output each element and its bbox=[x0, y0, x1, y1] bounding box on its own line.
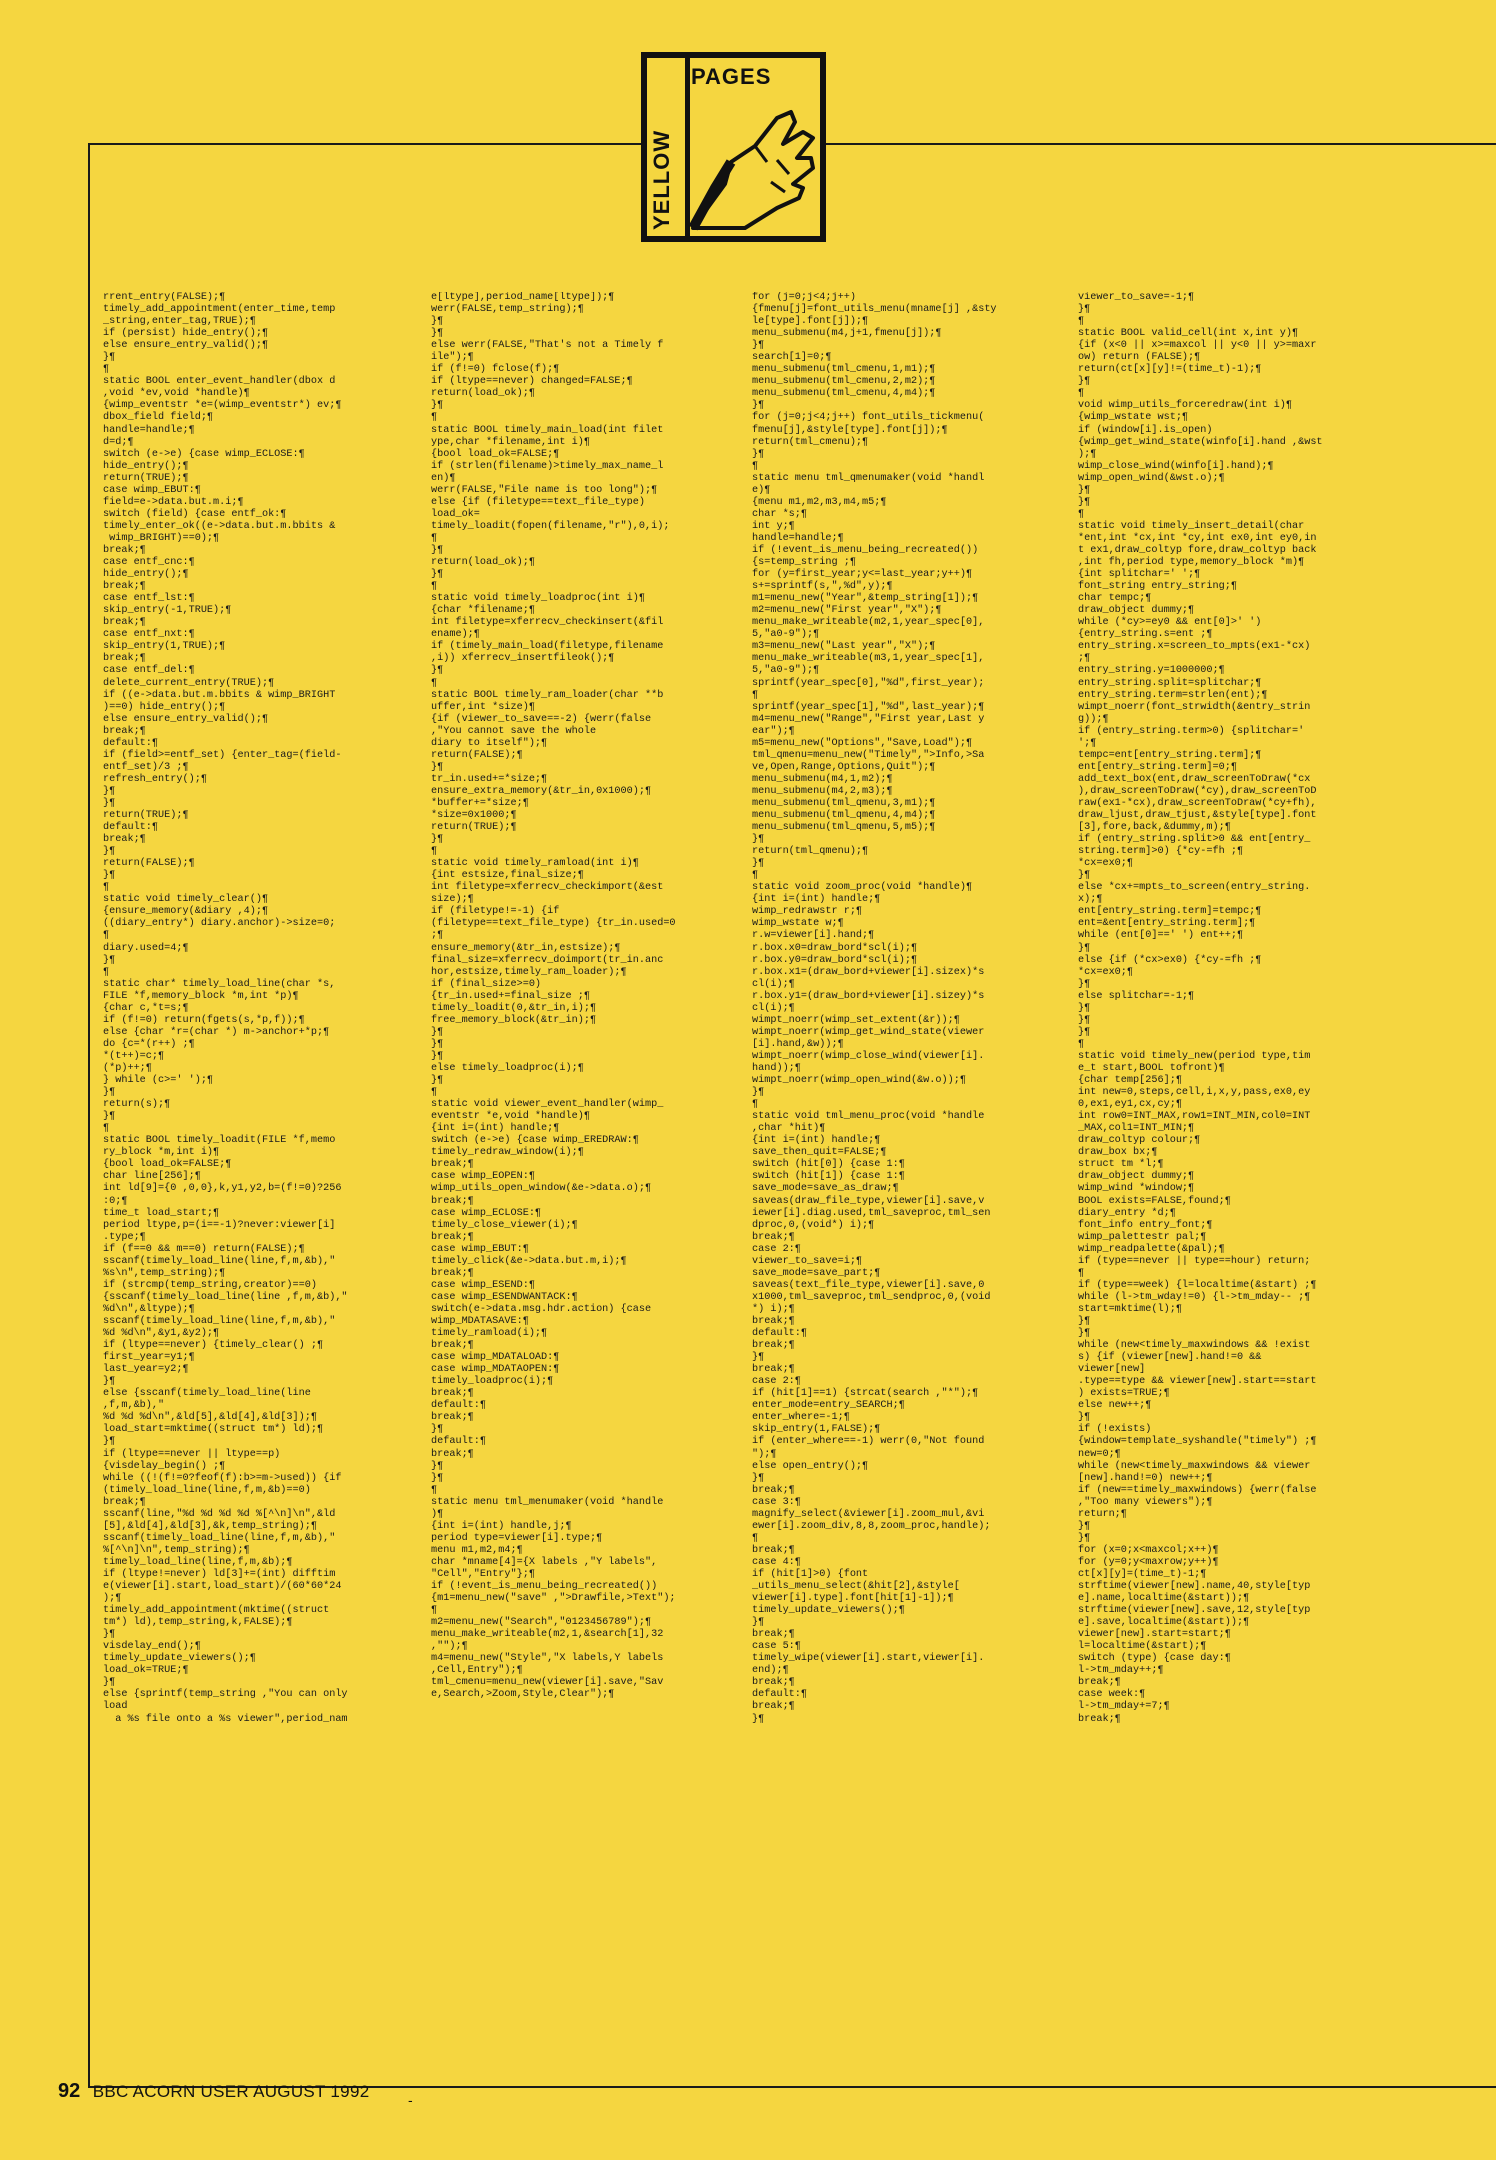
code-column-4: viewer_to_save=-1;¶ }¶ ¶ static BOOL valid_cell(int x,int y)¶ {if (x<0 || x>=maxcol || y<0 || y>=maxr ow) return (FALSE);¶ return(ct[x][y]!=(time_t)-1);¶ }¶ ¶ void wimp_utils_forceredraw(int i)¶ {wimp_wstate wst;¶ if (window[i].is_open) {wimp_get_wind_state(winfo[i].hand ,&wst );¶ wimp_close_wind(winfo[i].hand);¶ wimp_open_wind(&wst.o);¶ }¶ }¶ ¶ static void timely_insert_detail(char *ent,int *cx,int *cy,int ex0,int ey0,in t ex1,draw_coltyp fore,draw_coltyp back ,int fh,period type,memory_block *m)¶ {int splitchar=' ';¶ font_string entry_string;¶ char tempc;¶ draw_object dummy;¶ while (*cy>=ey0 && ent[0]>' ') {entry_string.s=ent ;¶ entry_string.x=screen_to_mpts(ex1-*cx) ;¶ entry_string.y=1000000;¶ entry_string.split=splitchar;¶ entry_string.term=strlen(ent);¶ wimpt_noerr(font_strwidth(&entry_strin g));¶ if (entry_string.term>0) {splitchar=' ';¶ tempc=ent[entry_string.term];¶ ent[entry_string.term]=0;¶ add_text_box(ent,draw_screenToDraw(*cx ),draw_screenToDraw(*cy),draw_screenToD raw(ex1-*cx),draw_screenToDraw(*cy+fh), draw_ljust,draw_tjust,&style[type].font [3],fore,back,&dummy,m);¶ if (entry_string.split>0 && ent[entry_ string.term]>0) {*cy-=fh ;¶ *cx=ex0;¶ }¶ else *cx+=mpts_to_screen(entry_string. x);¶ ent[entry_string.term]=tempc;¶ ent=&ent[entry_string.term];¶ while (ent[0]==' ') ent++;¶ }¶ else {if (*cx>ex0) {*cy-=fh ;¶ *cx=ex0;¶ }¶ else splitchar=-1;¶ }¶ }¶ }¶ ¶ static void timely_new(period type,tim e_t start,BOOL tofront)¶ {char temp[256];¶ int new=0,steps,cell,i,x,y,pass,ex0,ey 0,ex1,ey1,cx,cy;¶ int row0=INT_MAX,row1=INT_MIN,col0=INT _MAX,col1=INT_MIN;¶ draw_coltyp colour;¶ draw_box bx;¶ struct tm *l;¶ draw_object dummy;¶ wimp_wind *window;¶ BOOL exists=FALSE,found;¶ diary_entry *d;¶ font_info entry_font;¶ wimp_palettestr pal;¶ wimp_readpalette(&pal);¶ if (type==never || type==hour) return; ¶ if (type==week) {l=localtime(&start) ;¶ while (l->tm_wday!=0) {l->tm_mday-- ;¶ start=mktime(l);¶ }¶ }¶ while (new<timely_maxwindows && !exist s) {if (viewer[new].hand!=0 && viewer[new] .type==type && viewer[new].start==start ) exists=TRUE;¶ else new++;¶ }¶ if (!exists) {window=template_syshandle("timely") ;¶ new=0;¶ while (new<timely_maxwindows && viewer [new].hand!=0) new++;¶ if (new==timely_maxwindows) {werr(false ,"Too many viewers");¶ return;¶ }¶ }¶ for (x=0;x<maxcol;x++)¶ for (y=0;y<maxrow;y++)¶ ct[x][y]=(time_t)-1;¶ strftime(viewer[new].name,40,style[typ e].name,localtime(&start));¶ strftime(viewer[new].save,12,style[typ e].save,localtime(&start));¶ viewer[new].start=start;¶ l=localtime(&start);¶ switch (type) {case day:¶ l->tm_mday++;¶ break;¶ case week:¶ l->tm_mday+=7;¶ break;¶ bbox=[1078, 292, 1323, 1725]
left-rule bbox=[88, 143, 90, 2088]
footer-mark: - bbox=[408, 2092, 413, 2108]
pointing-hand-icon bbox=[685, 88, 820, 236]
page-number: 92 bbox=[58, 2080, 81, 2102]
code-column-3: for (j=0;j<4;j++) {fmenu[j]=font_utils_menu(mname[j] ,&sty le[type].font[j]);¶ menu_submenu(m4,j+1,fmenu[j]);¶ }¶ search[1]=0;¶ menu_submenu(tml_cmenu,1,m1);¶ menu_submenu(tml_cmenu,2,m2);¶ menu_submenu(tml_cmenu,4,m4);¶ }¶ for (j=0;j<4;j++) font_utils_tickmenu( fmenu[j],&style[type].font[j]);¶ return(tml_cmenu);¶ }¶ ¶ static menu tml_qmenumaker(void *handl e)¶ {menu m1,m2,m3,m4,m5;¶ char *s;¶ int y;¶ handle=handle;¶ if (!event_is_menu_being_recreated()) {s=temp_string ;¶ for (y=first_year;y<=last_year;y++)¶ s+=sprintf(s,",%d",y);¶ m1=menu_new("Year",&temp_string[1]);¶ m2=menu_new("First year","X");¶ menu_make_writeable(m2,1,year_spec[0], 5,"a0-9");¶ m3=menu_new("Last year","X");¶ menu_make_writeable(m3,1,year_spec[1], 5,"a0-9");¶ sprintf(year_spec[0],"%d",first_year); ¶ sprintf(year_spec[1],"%d",last_year);¶ m4=menu_new("Range","First year,Last y ear");¶ m5=menu_new("Options","Save,Load");¶ tml_qmenu=menu_new("Timely",">Info,>Sa ve,Open,Range,Options,Quit");¶ menu_submenu(m4,1,m2);¶ menu_submenu(m4,2,m3);¶ menu_submenu(tml_qmenu,3,m1);¶ menu_submenu(tml_qmenu,4,m4);¶ menu_submenu(tml_qmenu,5,m5);¶ }¶ return(tml_qmenu);¶ }¶ ¶ static void zoom_proc(void *handle)¶ {int i=(int) handle;¶ wimp_redrawstr r;¶ wimp_wstate w;¶ r.w=viewer[i].hand;¶ r.box.x0=draw_bord*scl(i);¶ r.box.y0=draw_bord*scl(i);¶ r.box.x1=(draw_bord+viewer[i].sizex)*s cl(i);¶ r.box.y1=(draw_bord+viewer[i].sizey)*s cl(i);¶ wimpt_noerr(wimp_set_extent(&r));¶ wimpt_noerr(wimp_get_wind_state(viewer [i].hand,&w));¶ wimpt_noerr(wimp_close_wind(viewer[i]. hand));¶ wimpt_noerr(wimp_open_wind(&w.o));¶ }¶ ¶ static void tml_menu_proc(void *handle ,char *hit)¶ {int i=(int) handle;¶ save_then_quit=FALSE;¶ switch (hit[0]) {case 1:¶ switch (hit[1]) {case 1:¶ save_mode=save_as_draw;¶ saveas(draw_file_type,viewer[i].save,v iewer[i].diag.used,tml_saveproc,tml_sen dproc,0,(void*) i);¶ break;¶ case 2:¶ viewer_to_save=i;¶ save_mode=save_part;¶ saveas(text_file_type,viewer[i].save,0 x1000,tml_saveproc,tml_sendproc,0,(void *) i);¶ break;¶ default:¶ break;¶ }¶ break;¶ case 2:¶ if (hit[1]==1) {strcat(search ,"*");¶ enter_mode=entry_SEARCH;¶ enter_where=-1;¶ skip_entry(1,FALSE);¶ if (enter_where==-1) werr(0,"Not found ");¶ else open_entry();¶ }¶ break;¶ case 3:¶ magnify_select(&viewer[i].zoom_mul,&vi ewer[i].zoom_div,8,8,zoom_proc,handle); ¶ break;¶ case 4:¶ if (hit[1]>0) {font _utils_menu_select(&hit[2],&style[ viewer[i].type].font[hit[1]-1]);¶ timely_update_viewers();¶ }¶ break;¶ case 5:¶ timely_wipe(viewer[i].start,viewer[i]. end);¶ break;¶ default:¶ break;¶ }¶ bbox=[752, 292, 997, 1725]
page-footer bbox=[58, 2080, 369, 2103]
magazine-issue: BBC ACORN USER AUGUST 1992 bbox=[92, 2082, 370, 2101]
code-column-2: e[ltype],period_name[ltype]);¶ werr(FALSE,temp_string);¶ }¶ }¶ else werr(FALSE,"That's not a Timely f ile");¶ if (f!=0) fclose(f);¶ if (ltype==never) changed=FALSE;¶ return(load_ok);¶ }¶ ¶ static BOOL timely_main_load(int filet ype,char *filename,int i)¶ {bool load_ok=FALSE;¶ if (strlen(filename)>timely_max_name_l en)¶ werr(FALSE,"File name is too long");¶ else {if (filetype==text_file_type) load_ok= timely_loadit(fopen(filename,"r"),0,i); ¶ }¶ return(load_ok);¶ }¶ ¶ static void timely_loadproc(int i)¶ {char *filename;¶ int filetype=xferrecv_checkinsert(&fil ename);¶ if (timely_main_load(filetype,filename ,i)) xferrecv_insertfileok();¶ }¶ ¶ static BOOL timely_ram_loader(char **b uffer,int *size)¶ {if (viewer_to_save==-2) {werr(false ,"You cannot save the whole diary to itself");¶ return(FALSE);¶ }¶ tr_in.used+=*size;¶ ensure_extra_memory(&tr_in,0x1000);¶ *buffer+=*size;¶ *size=0x1000;¶ return(TRUE);¶ }¶ ¶ static void timely_ramload(int i)¶ {int estsize,final_size;¶ int filetype=xferrecv_checkimport(&est size);¶ if (filetype!=-1) {if (filetype==text_file_type) {tr_in.used=0 ;¶ ensure_memory(&tr_in,estsize);¶ final_size=xferrecv_doimport(tr_in.anc hor,estsize,timely_ram_loader);¶ if (final_size>=0) {tr_in.used+=final_size ;¶ timely_loadit(0,&tr_in,i);¶ free_memory_block(&tr_in);¶ }¶ }¶ }¶ else timely_loadproc(i);¶ }¶ ¶ static void viewer_event_handler(wimp_ eventstr *e,void *handle)¶ {int i=(int) handle;¶ switch (e->e) {case wimp_EREDRAW:¶ timely_redraw_window(i);¶ break;¶ case wimp_EOPEN:¶ wimp_utils_open_window(&e->data.o);¶ break;¶ case wimp_ECLOSE:¶ timely_close_viewer(i);¶ break;¶ case wimp_EBUT:¶ timely_click(&e->data.but.m,i);¶ break;¶ case wimp_ESEND:¶ case wimp_ESENDWANTACK:¶ switch(e->data.msg.hdr.action) {case wimp_MDATASAVE:¶ timely_ramload(i);¶ break;¶ case wimp_MDATALOAD:¶ case wimp_MDATAOPEN:¶ timely_loadproc(i);¶ break;¶ default:¶ break;¶ }¶ default:¶ break;¶ }¶ }¶ ¶ static menu tml_menumaker(void *handle )¶ {int i=(int) handle,j;¶ period type=viewer[i].type;¶ menu m1,m2,m4;¶ char *mname[4]={X labels ,"Y labels", "Cell","Entry"};¶ if (!event_is_menu_being_recreated()) {m1=menu_new("save" ,">Drawfile,>Text"); ¶ m2=menu_new("Search","0123456789");¶ menu_make_writeable(m2,1,&search[1],32 ,"");¶ m4=menu_new("Style","X labels,Y labels ,Cell,Entry");¶ tml_cmenu=menu_new(viewer[i].save,"Sav e,Search,>Zoom,Style,Clear");¶ bbox=[431, 292, 676, 1701]
code-column-1: rrent_entry(FALSE);¶ timely_add_appointment(enter_time,temp _string,enter_tag,TRUE);¶ if (persist) hide_entry();¶ else ensure_entry_valid();¶ }¶ ¶ static BOOL enter_event_handler(dbox d ,void *ev,void *handle)¶ {wimp_eventstr *e=(wimp_eventstr*) ev;¶ dbox_field field;¶ handle=handle;¶ d=d;¶ switch (e->e) {case wimp_ECLOSE:¶ hide_entry();¶ return(TRUE);¶ case wimp_EBUT:¶ field=e->data.but.m.i;¶ switch (field) {case entf_ok:¶ timely_enter_ok((e->data.but.m.bbits & wimp_BRIGHT)==0);¶ break;¶ case entf_cnc:¶ hide_entry();¶ break;¶ case entf_lst:¶ skip_entry(-1,TRUE);¶ break;¶ case entf_nxt:¶ skip_entry(1,TRUE);¶ break;¶ case entf_del:¶ delete_current_entry(TRUE);¶ if ((e->data.but.m.bbits & wimp_BRIGHT )==0) hide_entry();¶ else ensure_entry_valid();¶ break;¶ default:¶ if (field>=entf_set) {enter_tag=(field- entf_set)/3 ;¶ refresh_entry();¶ }¶ }¶ return(TRUE);¶ default:¶ break;¶ }¶ return(FALSE);¶ }¶ ¶ static void timely_clear()¶ {ensure_memory(&diary ,4);¶ ((diary_entry*) diary.anchor)->size=0; ¶ diary.used=4;¶ }¶ ¶ static char* timely_load_line(char *s, FILE *f,memory_block *m,int *p)¶ {char c,*t=s;¶ if (f!=0) return(fgets(s,*p,f));¶ else {char *r=(char *) m->anchor+*p;¶ do {c=*(r++) ;¶ *(t++)=c;¶ (*p)++;¶ } while (c>=' ');¶ }¶ return(s);¶ }¶ ¶ static BOOL timely_loadit(FILE *f,memo ry_block *m,int i)¶ {bool load_ok=FALSE;¶ char line[256];¶ int ld[9]={0 ,0,0},k,y1,y2,b=(f!=0)?256 :0;¶ time_t load_start;¶ period ltype,p=(i==-1)?never:viewer[i] .type;¶ if (f==0 && m==0) return(FALSE);¶ sscanf(timely_load_line(line,f,m,&b)," %s\n",temp_string);¶ if (strcmp(temp_string,creator)==0) {sscanf(timely_load_line(line ,f,m,&b)," %d\n",&ltype);¶ sscanf(timely_load_line(line,f,m,&b)," %d %d\n",&y1,&y2);¶ if (ltype==never) {timely_clear() ;¶ first_year=y1;¶ last_year=y2;¶ }¶ else {sscanf(timely_load_line(line ,f,m,&b)," %d %d %d\n",&ld[5],&ld[4],&ld[3]);¶ load_start=mktime((struct tm*) ld);¶ }¶ if (ltype==never || ltype==p) {visdelay_begin() ;¶ while ((!(f!=0?feof(f):b>=m->used)) {if (timely_load_line(line,f,m,&b)==0) break;¶ sscanf(line,"%d %d %d %d %[^\n]\n",&ld [5],&ld[4],&ld[3],&k,temp_string);¶ sscanf(timely_load_line(line,f,m,&b)," %[^\n]\n",temp_string);¶ timely_load_line(line,f,m,&b);¶ if (ltype!=never) ld[3]+=(int) difftim e(viewer[i].start,load_start)/(60*60*24 );¶ timely_add_appointment(mktime((struct tm*) ld),temp_string,k,FALSE);¶ }¶ visdelay_end();¶ timely_update_viewers();¶ load_ok=TRUE;¶ }¶ else {sprintf(temp_string ,"You can only load a %s file onto a %s viewer",period_nam bbox=[103, 292, 348, 1725]
logo-word-pages: PAGES bbox=[691, 64, 772, 89]
logo-word-yellow: YELLOW bbox=[649, 129, 674, 230]
yellow-pages-logo bbox=[641, 52, 826, 242]
